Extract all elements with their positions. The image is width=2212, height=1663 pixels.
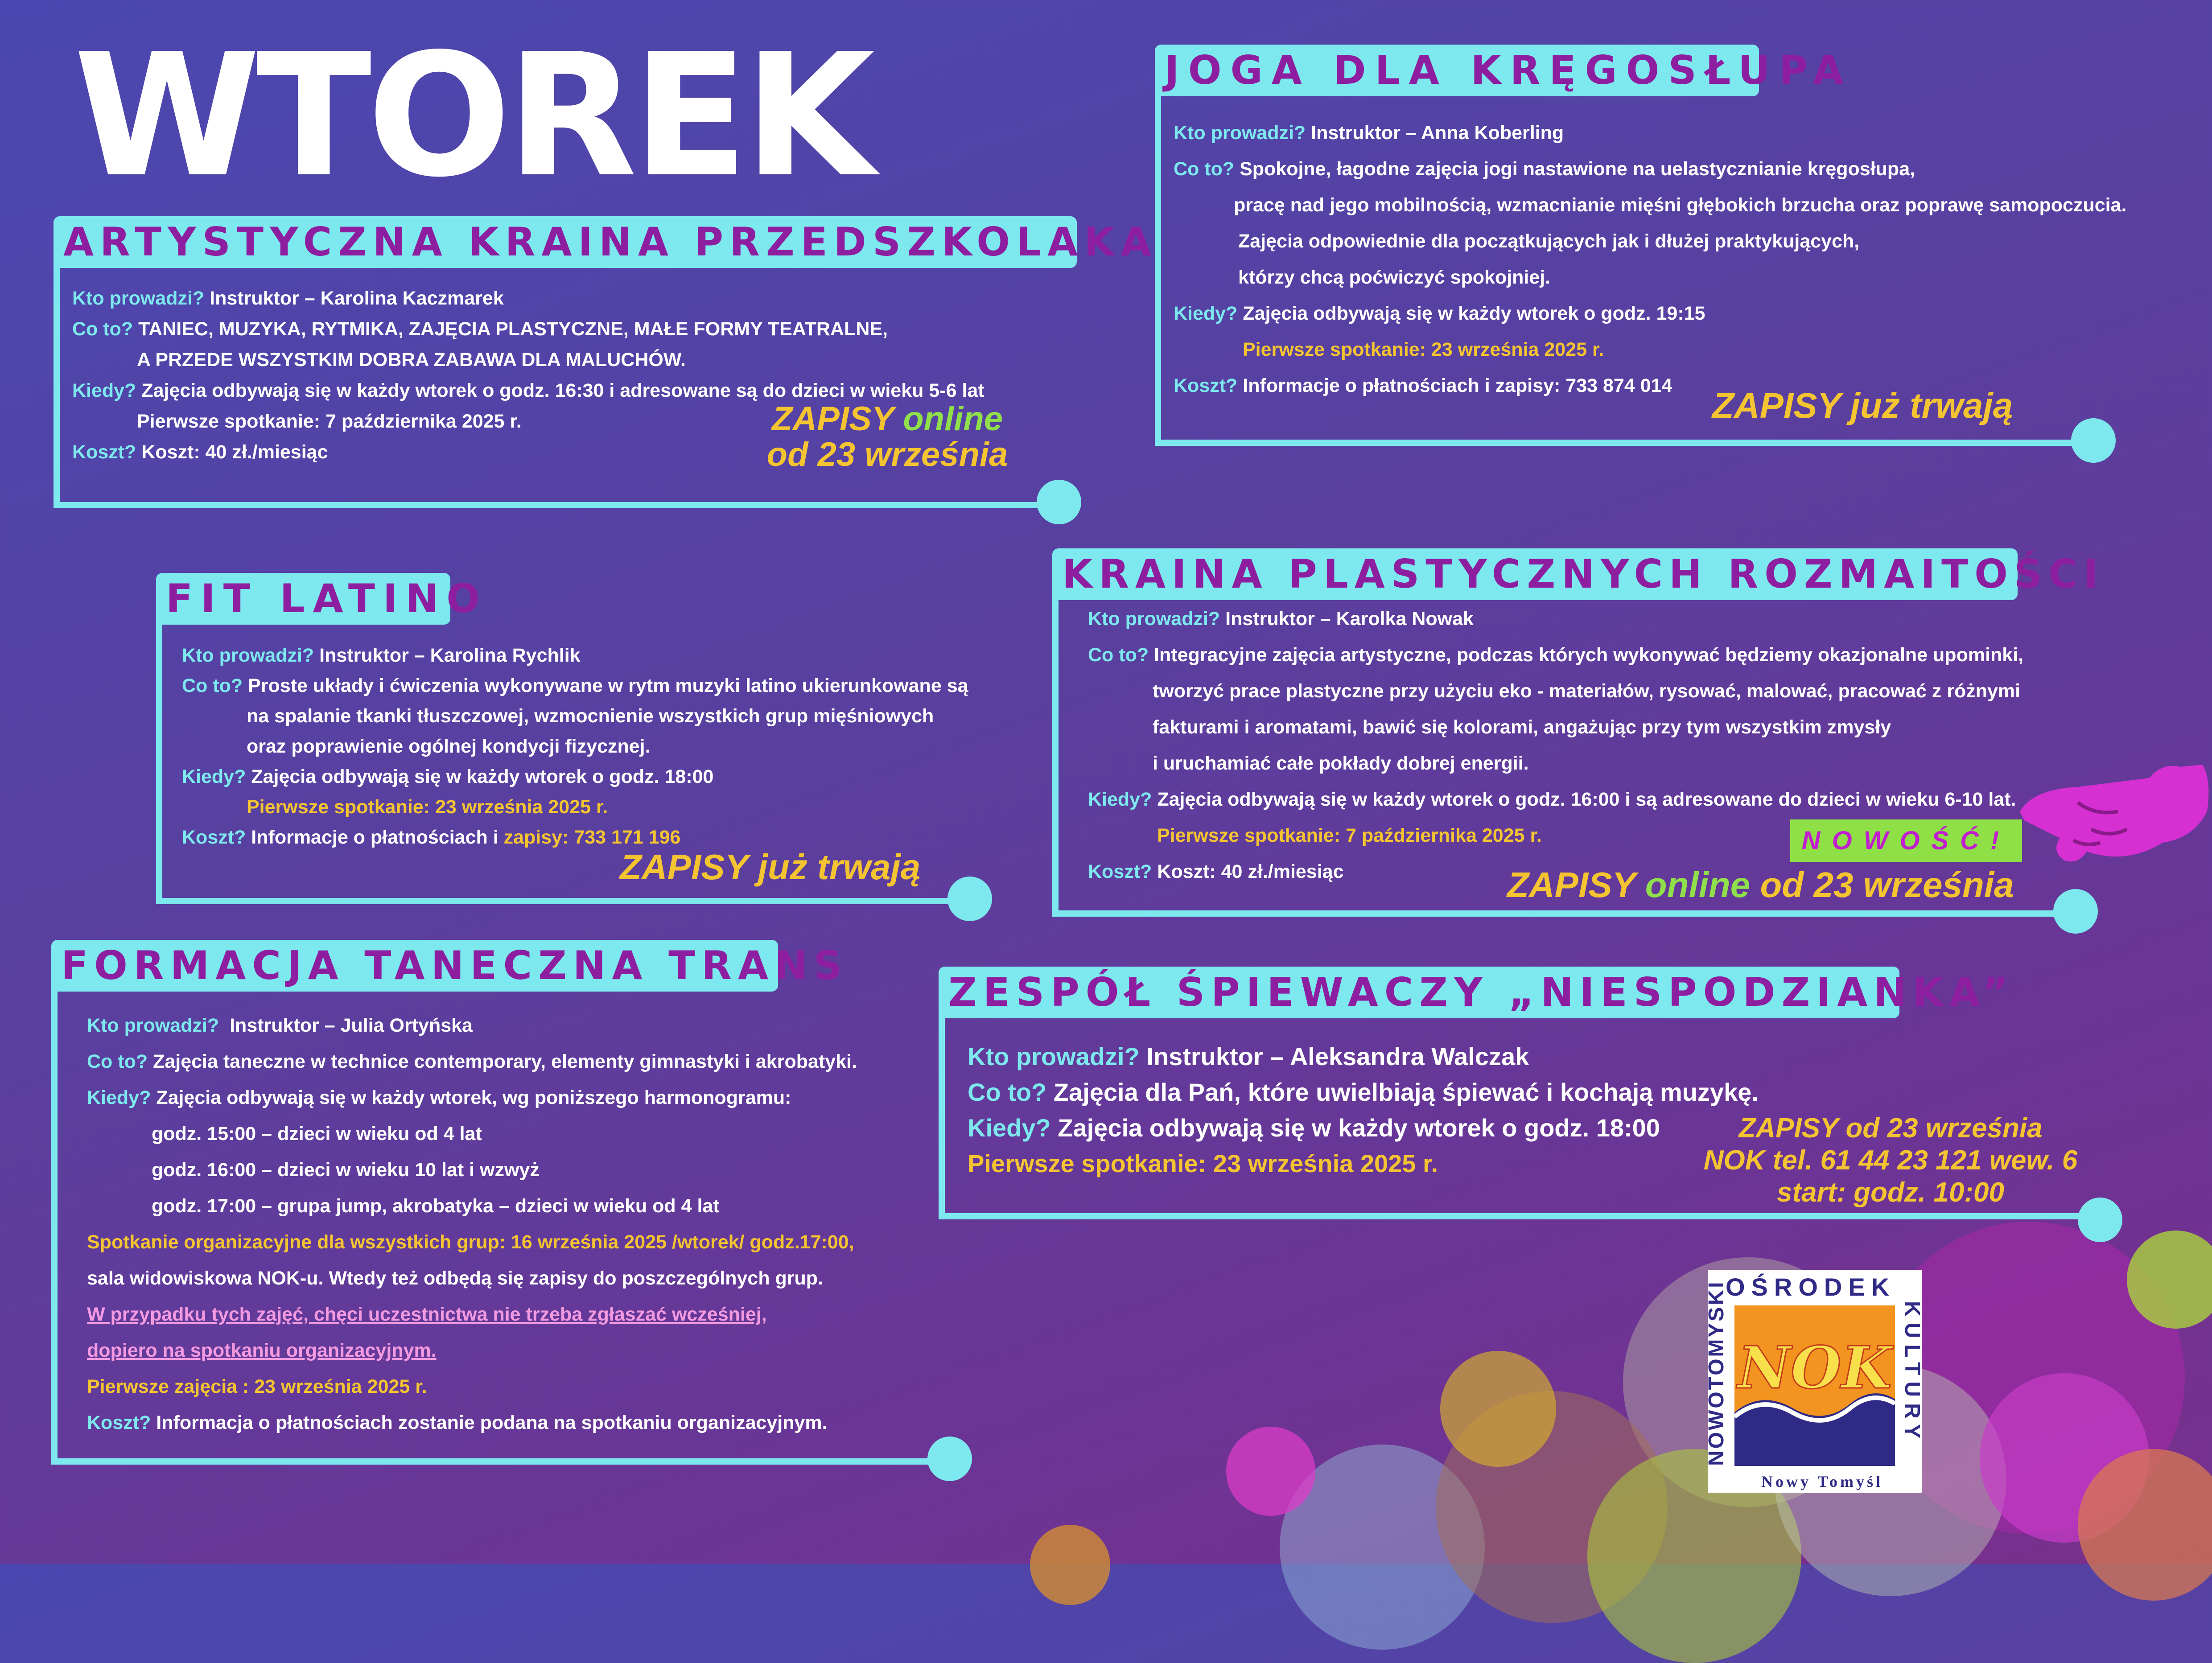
cost-row: Koszt? Informacje o płatnościach i zapisy: 733 874 014 bbox=[1174, 375, 1672, 396]
cost-row: Koszt? Informacja o płatnościach zostanie podana na spotkaniu organizacyjnym. bbox=[87, 1412, 828, 1433]
who-row: Kto prowadzi? Instruktor – Julia Ortyńska bbox=[87, 1015, 473, 1036]
card-artystyczna-title: ARTYSTYCZNA KRAINA PRZEDSZKOLAKA bbox=[54, 216, 1077, 268]
page-title: WTOREK bbox=[74, 17, 871, 214]
logo-text-right: KULTURY bbox=[1900, 1301, 1924, 1445]
card-fit-knob bbox=[947, 877, 992, 921]
when-row: Kiedy? Zajęcia odbywają się w każdy wtorek o godz. 16:30 i adresowane są do dzieci w wieku 5-6 lat bbox=[72, 380, 984, 401]
logo-text-top: OŚRODEK bbox=[1726, 1273, 1896, 1301]
card-formacja-title: FORMACJA TANECZNA TRANS bbox=[51, 940, 778, 992]
who-row: Kto prowadzi? Instruktor – Anna Koberling bbox=[1174, 122, 1564, 144]
card-kraina-body: Kto prowadzi? Instruktor – Karolka Nowak Co to? Integracyjne zajęcia artystyczne, podczas których wykonywać będziemy okazjonalne upominki, tworzyć prace plastyczne przy użyciu eko - materiałów, rysować, malować, pracować z różnymi fakturami i aromatami, bawić się kolorami, angażując przy tym wszystkim zmysły i uruchamiać całe pokłady dobrej energii. Kiedy? Zajęcia odbywają się w każdy wtorek o godz. 16:00 i są adresowane do dzieci w wieku 6-10 lat. Pierwsze spotkanie: 7 października 2025 r. Koszt? Koszt: 40 zł./miesiąc bbox=[1088, 601, 2023, 890]
card-zespol-title: ZESPÓŁ ŚPIEWACZY „NIESPODZIANKA” bbox=[939, 967, 1899, 1018]
cost-row: Koszt? Koszt: 40 zł./miesiąc bbox=[72, 441, 328, 463]
card-zespol-promo: ZAPISY od 23 września NOK tel. 61 44 23 121 wew. 6 start: godz. 10:00 bbox=[1703, 1113, 2078, 1208]
when-row: Kiedy? Zajęcia odbywają się w każdy wtorek o godz. 18:00 bbox=[968, 1114, 1660, 1142]
card-kraina-title: KRAINA PLASTYCZNYCH ROZMAITOŚCI bbox=[1052, 548, 2018, 600]
when-row: Kiedy? Zajęcia odbywają się w każdy wtorek o godz. 19:15 bbox=[1174, 303, 1705, 324]
what-row: Co to? TANIEC, MUZYKA, RYTMIKA, ZAJĘCIA PLASTYCZNE, MAŁE FORMY TEATRALNE, bbox=[72, 318, 888, 340]
decor-bubble bbox=[1226, 1427, 1315, 1516]
who-row: Kto prowadzi? Instruktor – Karolka Nowak bbox=[1088, 608, 1474, 630]
who-row: Kto prowadzi? Instruktor – Karolina Kaczmarek bbox=[72, 288, 504, 309]
card-joga-title: JOGA DLA KRĘGOSŁUPA bbox=[1155, 45, 1759, 96]
what-row: Co to? Zajęcia taneczne w technice contemporary, elementy gimnastyki i akrobatyki. bbox=[87, 1051, 857, 1072]
card-kraina-promo: ZAPISY online od 23 września bbox=[1507, 865, 2014, 905]
nok-logo bbox=[1705, 1270, 1924, 1493]
logo-art bbox=[1734, 1305, 1895, 1466]
decor-bubble bbox=[1440, 1351, 1556, 1467]
card-zespol-body: Kto prowadzi? Instruktor – Aleksandra Walczak Co to? Zajęcia dla Pań, które uwielbiają śpiewać i kochają muzykę. Kiedy? Zajęcia odbywają się w każdy wtorek o godz. 18:00 Pierwsze spotkanie: 23 września 2025 r. bbox=[968, 1039, 1759, 1181]
card-artystyczna-promo: ZAPISY online od 23 września bbox=[766, 400, 1008, 473]
new-badge: NOWOŚĆ! bbox=[1790, 819, 2022, 862]
card-fit-promo: ZAPISY już trwają bbox=[620, 847, 921, 887]
logo-text-left: NOWOTOMYSKI bbox=[1705, 1280, 1728, 1466]
when-row: Kiedy? Zajęcia odbywają się w każdy wtorek, wg poniższego harmonogramu: bbox=[87, 1087, 791, 1108]
when-row: Kiedy? Zajęcia odbywają się w każdy wtorek o godz. 16:00 i są adresowane do dzieci w wieku 6-10 lat. bbox=[1088, 789, 2016, 810]
card-fit-body: Kto prowadzi? Instruktor – Karolina Rychlik Co to? Proste układy i ćwiczenia wykonywane w rytm muzyki latino ukierunkowane są na spalanie tkanki tłuszczowej, wzmocnienie wszystkich grup mięśniowych oraz poprawienie ogólnej kondycji fizycznej. Kiedy? Zajęcia odbywają się w każdy wtorek o godz. 18:00 Pierwsze spotkanie: 23 września 2025 r. Koszt? Informacje o płatnościach i zapisy: 733 171 196 bbox=[182, 640, 968, 852]
who-row: Kto prowadzi? Instruktor – Aleksandra Walczak bbox=[968, 1042, 1529, 1070]
logo-text-bottom: Nowy Tomyśl bbox=[1761, 1473, 1883, 1490]
pointing-hand-icon bbox=[2015, 762, 2212, 869]
logo-wave-icon bbox=[1734, 1305, 1895, 1466]
decor-bubble bbox=[1030, 1525, 1110, 1605]
what-row: Co to? Proste układy i ćwiczenia wykonywane w rytm muzyki latino ukierunkowane są bbox=[182, 675, 968, 696]
cost-row: Koszt? Koszt: 40 zł./miesiąc bbox=[1088, 861, 1344, 882]
card-fit-title: FIT LATINO bbox=[156, 573, 450, 625]
when-row: Kiedy? Zajęcia odbywają się w każdy wtorek o godz. 18:00 bbox=[182, 766, 714, 787]
card-kraina-knob bbox=[2053, 889, 2098, 934]
card-joga-body: Kto prowadzi? Instruktor – Anna Koberling Co to? Spokojne, łagodne zajęcia jogi nastawione na uelastycznianie kręgosłupa, pracę nad jego mobilnością, wzmacnianie mięśni głębokich brzucha oraz poprawę samopoczucia. Zajęcia odpowiednie dla początkujących jak i dłużej praktykujących, którzy chcą poćwiczyć spokojniej. Kiedy? Zajęcia odbywają się w każdy wtorek o godz. 19:15 Pierwsze spotkanie: 23 września 2025 r. Koszt? Informacje o płatnościach i zapisy: 733 874 014 bbox=[1174, 115, 2126, 404]
card-formacja-body: Kto prowadzi? Instruktor – Julia Ortyńska Co to? Zajęcia taneczne w technice contemporary, elementy gimnastyki i akrobatyki. Kiedy? Zajęcia odbywają się w każdy wtorek, wg poniższego harmonogramu: godz. 15:00 – dzieci w wieku od 4 lat godz. 16:00 – dzieci w wieku 10 lat i wzwyż godz. 17:00 – grupa jump, akrobatyka – dzieci w wieku od 4 lat Spotkanie organizacyjne dla wszystkich grup: 16 września 2025 /wtorek/ godz.17:00, sala widowiskowa NOK-u. Wtedy też odbędą się zapisy do poszczególnych grup. W przypadku tych zajęć, chęci uczestnictwa nie trzeba zgłaszać wcześniej, dopiero na spotkaniu organizacyjnym. Pierwsze zajęcia : 23 września 2025 r. Koszt? Informacja o płatnościach zostanie podana na spotkaniu organizacyjnym. bbox=[87, 1008, 857, 1441]
what-row: Co to? Zajęcia dla Pań, które uwielbiają śpiewać i kochają muzykę. bbox=[968, 1078, 1759, 1106]
card-formacja-knob bbox=[927, 1437, 972, 1481]
what-row: Co to? Integracyjne zajęcia artystyczne, podczas których wykonywać będziemy okazjonalne upominki, bbox=[1088, 644, 2024, 666]
card-artystyczna-body: Kto prowadzi? Instruktor – Karolina Kaczmarek Co to? TANIEC, MUZYKA, RYTMIKA, ZAJĘCIA PLASTYCZNE, MAŁE FORMY TEATRALNE, A PRZEDE WSZYSTKIM DOBRA ZABAWA DLA MALUCHÓW. Kiedy? Zajęcia odbywają się w każdy wtorek o godz. 16:30 i adresowane są do dzieci w wieku 5-6 lat Pierwsze spotkanie: 7 października 2025 r. Koszt? Koszt: 40 zł./miesiąc bbox=[72, 283, 984, 468]
who-row: Kto prowadzi? Instruktor – Karolina Rychlik bbox=[182, 645, 581, 666]
card-joga-promo: ZAPISY już trwają bbox=[1712, 386, 2013, 425]
logo-mark: NOK bbox=[1738, 1334, 1892, 1402]
card-artystyczna-knob bbox=[1037, 480, 1081, 524]
cost-row: Koszt? Informacje o płatnościach i zapisy: 733 171 196 bbox=[182, 827, 681, 848]
what-row: Co to? Spokojne, łagodne zajęcia jogi nastawione na uelastycznianie kręgosłupa, bbox=[1174, 158, 1915, 180]
card-joga-knob bbox=[2071, 418, 2116, 463]
